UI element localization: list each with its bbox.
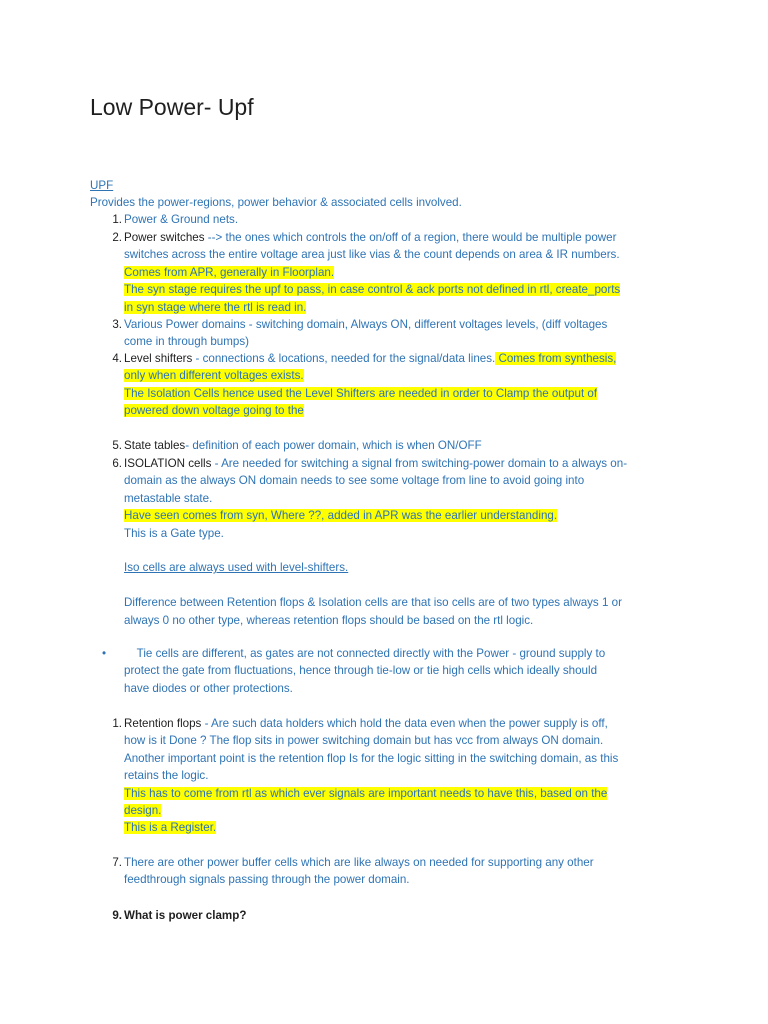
- list-item-power-ground-nets: [90, 211, 690, 228]
- term-isolation-cells: ISOLATION cells: [124, 457, 212, 470]
- highlighted-text: The Isolation Cells hence used the Level Shifters are needed in order to Clamp the output of: [124, 386, 598, 400]
- item-text: come in through bumps): [124, 335, 250, 349]
- list-item-retention-flops: [90, 715, 690, 837]
- list-number: 9.: [112, 909, 122, 922]
- highlighted-text: This has to come from rtl as which ever signals are important needs to have this, based on the: [124, 786, 608, 800]
- list-item-state-tables: [90, 437, 690, 454]
- highlighted-text: in syn stage where the rtl is read in.: [124, 300, 307, 314]
- highlighted-text: Comes from synthesis,: [495, 352, 617, 365]
- highlighted-text: Have seen comes from syn, Where ??, added in APR was the earlier understanding.: [124, 509, 558, 523]
- item-text: protect the gate from fluctuations, hence through tie-low or tie high cells which ideally should: [124, 664, 598, 678]
- upf-heading-link[interactable]: UPF: [90, 179, 114, 192]
- list-number: 7.: [112, 856, 122, 869]
- list-item-power-buffer-cells: [90, 854, 690, 889]
- item-text: domain as the always ON domain needs to see some voltage from line to avoid going into: [124, 474, 585, 488]
- page-title: Low Power- Upf: [90, 94, 254, 120]
- item-text: feedthrough signals passing through the power domain.: [124, 873, 410, 887]
- item-text: Various Power domains - switching domain, Always ON, different voltages levels, (diff voltages: [124, 318, 608, 331]
- item-text: retains the logic.: [124, 769, 209, 783]
- item-text: switches across the entire voltage area just like vias & the count depends on area & IR numbers.: [124, 248, 620, 262]
- list-number: 1.: [112, 213, 122, 226]
- list-number: 2.: [112, 231, 122, 244]
- list-number: 3.: [112, 318, 122, 331]
- list-item-power-domains: [90, 316, 690, 351]
- item-text: Power & Ground nets.: [124, 213, 239, 226]
- term-retention-flops: Retention flops: [124, 717, 202, 730]
- highlighted-text: This is a Register.: [124, 821, 217, 835]
- item-text: Difference between Retention flops & Isolation cells are that iso cells are of two types always 1 or: [124, 596, 622, 610]
- list-number: 1.: [112, 717, 122, 730]
- item-text: - Are such data holders which hold the data even when the power supply is off,: [201, 717, 608, 730]
- list-number: 6.: [112, 457, 122, 470]
- term-power-switches: Power switches: [124, 231, 205, 244]
- item-text: Another important point is the retention flop Is for the logic sitting in the switching domain, as this: [124, 751, 619, 765]
- item-text: There are other power buffer cells which are like always on needed for supporting any other: [124, 856, 594, 869]
- list-item-power-clamp: [90, 907, 690, 924]
- item-text: This is a Gate type.: [124, 526, 224, 540]
- item-text: - definition of each power domain, which is when ON/OFF: [185, 439, 482, 452]
- highlighted-text: Comes from APR, generally in Floorplan.: [124, 265, 335, 279]
- term-state-tables: State tables: [124, 439, 186, 452]
- item-text: Tie cells are different, as gates are not connected directly with the Power - ground supply to: [124, 647, 606, 660]
- list-item-level-shifters: [90, 350, 690, 420]
- list-number: 4.: [112, 352, 122, 365]
- list-item-tie-cells: [90, 645, 690, 697]
- highlighted-text: The syn stage requires the upf to pass, in case control & ack ports not defined in rtl, create_ports: [124, 283, 621, 297]
- item-text: have diodes or other protections.: [124, 681, 293, 695]
- item-text: --> the ones which controls the on/off of a region, there would be multiple power: [204, 231, 617, 244]
- item-text: - Are needed for switching a signal from switching-power domain to a always on-: [211, 457, 628, 470]
- list-item-isolation-cells: [90, 455, 690, 629]
- highlighted-text: powered down voltage going to the: [124, 404, 304, 418]
- bullet-icon: •: [102, 647, 107, 660]
- highlighted-text: design.: [124, 804, 162, 818]
- intro-text: Provides the power-regions, power behavior & associated cells involved.: [90, 196, 462, 209]
- term-level-shifters: Level shifters: [124, 352, 193, 365]
- underlined-note: Iso cells are always used with level-shifters.: [124, 561, 349, 575]
- item-question: What is power clamp?: [124, 909, 247, 922]
- item-text: always 0 no other type, whereas retention flops should be based on the rtl logic.: [124, 613, 534, 627]
- list-number: 5.: [112, 439, 122, 452]
- item-text: how is it Done ? The flop sits in power switching domain but has vcc from always ON domain.: [124, 734, 604, 748]
- item-text: metastable state.: [124, 491, 213, 505]
- highlighted-text: only when different voltages exists.: [124, 369, 304, 383]
- list-item-power-switches: [90, 229, 690, 316]
- item-text: - connections & locations, needed for the signal/data lines.: [192, 352, 496, 365]
